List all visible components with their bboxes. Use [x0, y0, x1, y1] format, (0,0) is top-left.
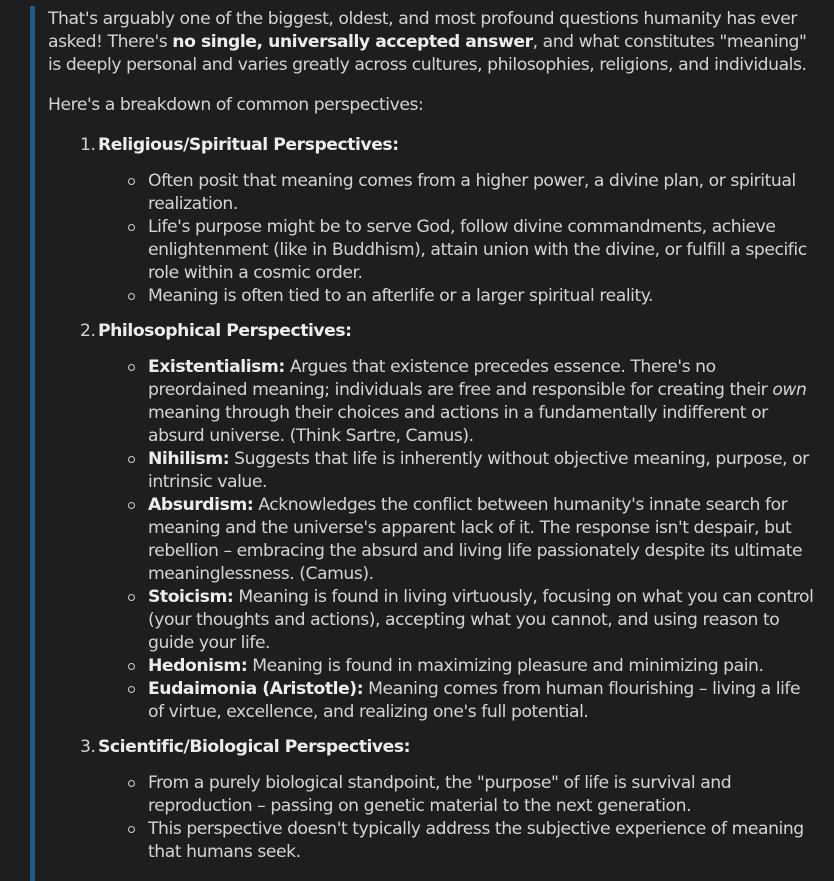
breakdown-intro: Here's a breakdown of common perspectives: [48, 95, 424, 115]
bullet-circle-icon [128, 686, 135, 693]
section-philosophical [48, 320, 818, 724]
section-title: Philosophical Perspectives: [98, 321, 352, 341]
bullet-emphasis: own [772, 380, 807, 400]
section-number: 1. [80, 135, 96, 155]
bullet-circle-icon [128, 456, 135, 463]
bullet-text: Meaning comes from human flourishing – living a life of virtue, excellence, and realizing one's full potential. [148, 679, 801, 722]
bullet-text: Acknowledges the conflict between humanity's innate search for meaning and the universe's apparent lack of it. The response isn't despair, but rebellion – embracing the absurd and living life passionately despite its ultimate meaninglessness. (Camus). [148, 495, 803, 584]
section-religious [48, 134, 818, 308]
bullet-item [98, 285, 818, 308]
term-label: Existentialism: [148, 357, 285, 377]
intro-paragraph [48, 8, 818, 77]
bullet-item-eudaimonia [98, 678, 818, 724]
bullet-item [98, 818, 818, 864]
intro-text: That's arguably one of the biggest, oldest, and most profound questions humanity has ever asked! There's [48, 9, 798, 52]
bullet-circle-icon [128, 780, 135, 787]
chat-response [48, 8, 818, 876]
bullet-item-absurdism [98, 494, 818, 586]
bullet-list [98, 170, 818, 308]
bullet-text: From a purely biological standpoint, the "purpose" of life is survival and reproduction – passing on genetic material to the next generation. [148, 773, 732, 816]
bullet-text-end: meaning through their choices and actions in a fundamentally indifferent or absurd universe. (Think Sartre, Camus). [148, 403, 768, 446]
bullet-text: This perspective doesn't typically address the subjective experience of meaning that humans seek. [148, 819, 804, 862]
bullet-text: Often posit that meaning comes from a higher power, a divine plan, or spiritual realization. [148, 171, 796, 214]
bullet-circle-icon [128, 594, 135, 601]
bullet-item [98, 216, 818, 285]
bullet-text: Life's purpose might be to serve God, follow divine commandments, achieve enlightenment (like in Buddhism), attain union with the divine, or fulfill a specific role within a cosmic order. [148, 217, 807, 283]
term-label: Eudaimonia (Aristotle): [148, 679, 364, 699]
bullet-text: Meaning is often tied to an afterlife or a larger spiritual reality. [148, 286, 654, 306]
bullet-text: Argues that existence precedes essence. There's no preordained meaning; individuals are free and responsible for creating their [148, 357, 773, 400]
bullet-circle-icon [128, 826, 135, 833]
perspectives-list [48, 134, 818, 864]
bullet-circle-icon [128, 502, 135, 509]
intro-text-end: , and what constitutes "meaning" is deeply personal and varies greatly across cultures, philosophies, religions, and individuals. [48, 32, 807, 75]
term-label: Hedonism: [148, 656, 248, 676]
section-number: 2. [80, 321, 96, 341]
bullet-list [98, 772, 818, 864]
term-label: Stoicism: [148, 587, 234, 607]
bullet-circle-icon [128, 224, 135, 231]
bullet-circle-icon [128, 178, 135, 185]
section-number: 3. [80, 737, 96, 757]
bullet-text: Meaning is found in living virtuously, focusing on what you can control (your thoughts and actions), accepting what you cannot, and using reason to guide your life. [148, 587, 814, 653]
quote-accent-bar [30, 6, 35, 881]
bullet-item-stoicism [98, 586, 818, 655]
section-title: Religious/Spiritual Perspectives: [98, 135, 399, 155]
bullet-circle-icon [128, 663, 135, 670]
term-label: Absurdism: [148, 495, 254, 515]
bullet-text: Meaning is found in maximizing pleasure and minimizing pain. [247, 656, 764, 676]
bullet-circle-icon [128, 293, 135, 300]
bullet-circle-icon [128, 364, 135, 371]
bullet-list [98, 356, 818, 724]
section-scientific [48, 736, 818, 864]
section-title: Scientific/Biological Perspectives: [98, 737, 411, 757]
bullet-item [98, 772, 818, 818]
bullet-item-existentialism [98, 356, 818, 448]
intro-bold: no single, universally accepted answer [172, 32, 533, 52]
bullet-text: Suggests that life is inherently without objective meaning, purpose, or intrinsic value. [148, 449, 809, 492]
term-label: Nihilism: [148, 449, 230, 469]
bullet-item-nihilism [98, 448, 818, 494]
bullet-item [98, 170, 818, 216]
bullet-item-hedonism [98, 655, 818, 678]
